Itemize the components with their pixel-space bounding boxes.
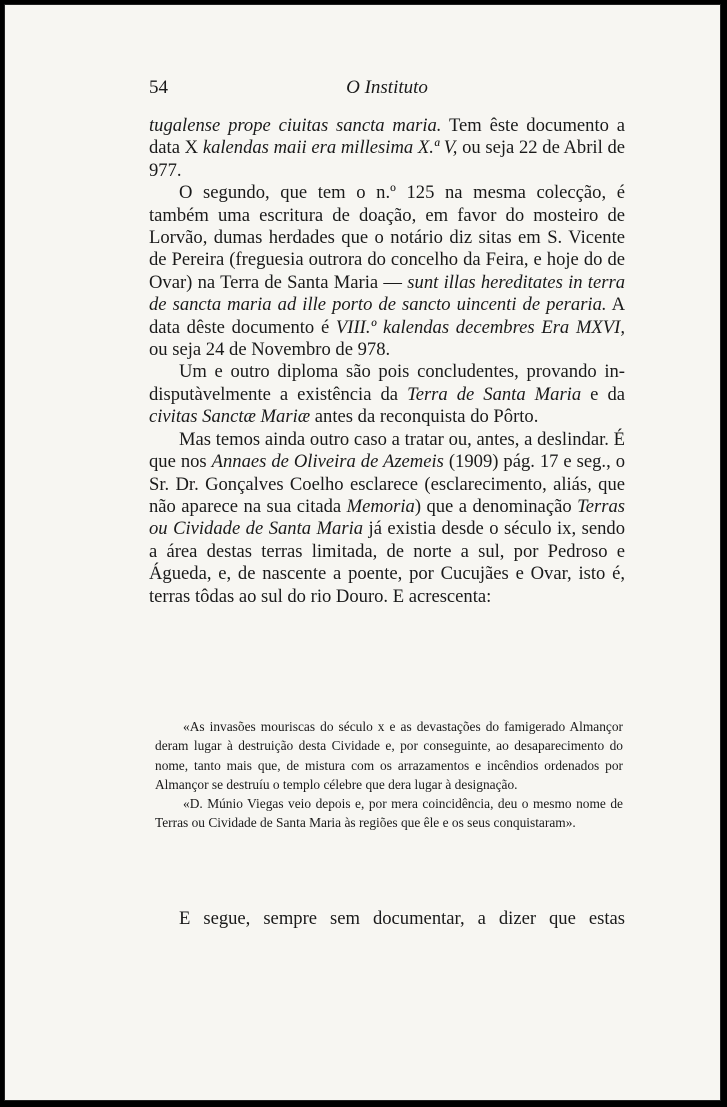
quote-paragraph-1: «As invasões mouriscas do século x e as devastações do famigerado Almançor deram lugar à destruição desta Cividade e, por conseguinte, ao desaparecimento do nome, tanto mais que, de mistura com os arrazamentos e incêndios ordenados por Almançor se destruíu o templo célebre que dera lugar à designação. <box>155 719 623 792</box>
text-run: ) que a denominação <box>414 495 578 517</box>
text-run: O segundo, que tem o n.º 125 na mesma colecção, é também uma escritura de doação, em favor do mosteiro de Lorvão, dumas herdades que o notário diz sitas em S. Vicente de Pereira (freguesia outrora do concelho da Feira, e hoje do de Ovar) na Terra de Santa Maria — <box>149 182 625 293</box>
running-title: O Instituto <box>346 77 428 98</box>
closing-line: E segue, sempre sem documentar, a dizer que estas <box>179 908 625 929</box>
italic-run: kalendas maii era millesima X. <box>202 137 434 159</box>
closing-text <box>149 908 625 930</box>
text-run: A data dêste documento é <box>149 294 625 338</box>
main-text <box>149 115 625 608</box>
book-page <box>4 4 721 1101</box>
paragraph-3 <box>149 361 625 428</box>
italic-run: sunt illas hereditates in terra de sancta maria ad ille porto de sancto uincenti de peraria. <box>149 271 625 316</box>
paragraph-2 <box>149 182 625 361</box>
page-number: 54 <box>149 77 168 98</box>
italic-run: VIII.º kalendas decembres Era MXVI, <box>335 316 625 338</box>
block-quote <box>155 717 623 833</box>
text-run: (1909) pág. 17 e seg., o Sr. Dr. Gonçalves Coelho esclarece (esclarecimento, aliás, que não aparece na sua citada <box>149 451 625 517</box>
text-run: e da <box>581 383 625 405</box>
text-run: ou seja 24 de Novembro de 978. <box>149 339 391 361</box>
text-run: já existia desde o século ix, sendo a área destas terras limitada, de norte a sul, por Pedroso e Águeda, e, de nascente a poente, por Cucujães e Ovar, isto é, terras tôdas ao sul do rio Douro. E acrescenta: <box>149 518 625 607</box>
text-run: Um e outro diploma são pois concludentes, provando indisputàvelmente a existência da <box>149 361 625 405</box>
text-run: Mas temos ainda outro caso a tratar ou, antes, a deslindar. É que nos <box>149 428 625 473</box>
paragraph-4 <box>149 429 625 608</box>
paragraph-1 <box>149 115 625 182</box>
italic-run: tugalense prope ciuitas sancta maria. <box>149 115 442 136</box>
page-header <box>149 77 625 101</box>
italic-run: civitas Sanctæ Mariæ <box>149 406 311 428</box>
italic-run: Terras ou Cividade de Santa Maria <box>149 495 625 540</box>
text-run: antes da reconquista do Pôrto. <box>310 406 539 428</box>
text-run: ou seja 22 de Abril de 977. <box>149 137 626 181</box>
italic-run: Memoria <box>346 495 415 517</box>
italic-run: V, <box>443 137 458 159</box>
italic-run: ª <box>433 137 440 159</box>
quote-paragraph-2: «D. Múnio Viegas veio depois e, por mera coincidência, deu o mesmo nome de Terras ou Cividade de Santa Maria às regiões que êle e os seus conquistaram». <box>155 796 623 831</box>
italic-run: Annaes de Oliveira de Azemeis <box>211 451 444 473</box>
italic-run: Terra de Santa Maria <box>407 383 582 405</box>
text-run: Tem êste documento a data X <box>149 115 625 159</box>
